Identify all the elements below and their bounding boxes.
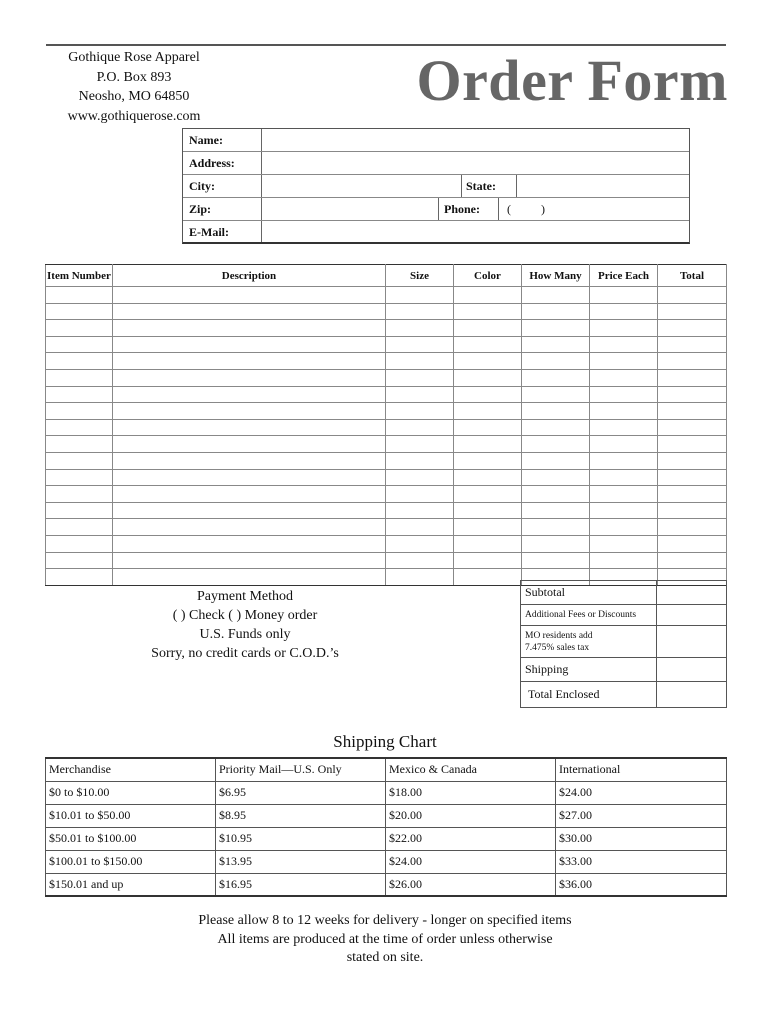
shipping-cell: $33.00 [556, 850, 727, 873]
item-cell[interactable] [46, 569, 113, 586]
item-cell[interactable] [590, 502, 658, 519]
company-name: Gothique Rose Apparel [68, 50, 200, 65]
item-cell[interactable] [590, 519, 658, 536]
header-rule [46, 44, 726, 46]
item-cell[interactable] [113, 320, 386, 337]
item-cell[interactable] [590, 419, 658, 436]
item-cell[interactable] [590, 469, 658, 486]
city-row[interactable] [183, 175, 689, 198]
company-info [40, 48, 228, 126]
item-cell[interactable] [386, 320, 454, 337]
item-cell[interactable] [522, 303, 590, 320]
item-cell[interactable] [386, 353, 454, 370]
item-cell[interactable] [113, 569, 386, 586]
phone-value: ( ) [507, 202, 545, 216]
item-cell[interactable] [46, 336, 113, 353]
shipping-chart-title: Shipping Chart [333, 732, 437, 751]
shipping-cell: $27.00 [556, 804, 727, 827]
shipping-cell: $100.01 to $150.00 [46, 850, 216, 873]
item-cell[interactable] [590, 486, 658, 503]
city-label: City: [189, 179, 215, 193]
shipping-cell: $0 to $10.00 [46, 781, 216, 804]
item-cell[interactable] [386, 502, 454, 519]
item-cell[interactable] [113, 386, 386, 403]
item-cell[interactable] [113, 403, 386, 420]
payment-note: Sorry, no credit cards or C.O.D.’s [151, 646, 339, 661]
item-cell[interactable] [454, 486, 522, 503]
shipping-cell: $10.95 [216, 827, 386, 850]
item-cell[interactable] [454, 535, 522, 552]
col-color: Color [454, 265, 522, 287]
email-label: E-Mail: [189, 225, 229, 239]
item-cell[interactable] [386, 552, 454, 569]
shipping-label: Shipping [521, 658, 657, 682]
item-cell[interactable] [454, 452, 522, 469]
table-row [46, 403, 727, 420]
table-row [46, 320, 727, 337]
company-website: www.gothiquerose.com [67, 108, 201, 124]
item-cell[interactable] [590, 303, 658, 320]
totals-table [520, 580, 727, 708]
table-row [46, 386, 727, 403]
item-cell[interactable] [522, 287, 590, 304]
item-cell[interactable] [658, 419, 727, 436]
item-cell[interactable] [590, 552, 658, 569]
total-enclosed-amount[interactable] [657, 682, 727, 708]
subtotal-amount[interactable] [657, 581, 727, 605]
item-cell[interactable] [590, 287, 658, 304]
tax-label-line1: MO residents add [525, 630, 593, 641]
customer-info-form [182, 128, 690, 244]
item-cell[interactable] [454, 369, 522, 386]
order-items-table [45, 264, 727, 586]
item-cell[interactable] [46, 486, 113, 503]
item-cell[interactable] [658, 502, 727, 519]
item-cell[interactable] [658, 353, 727, 370]
item-cell[interactable] [386, 336, 454, 353]
delivery-note [0, 912, 770, 968]
item-cell[interactable] [522, 419, 590, 436]
item-cell[interactable] [658, 403, 727, 420]
col-how-many: How Many [522, 265, 590, 287]
tax-label [521, 626, 657, 658]
item-cell[interactable] [590, 535, 658, 552]
item-cell[interactable] [46, 436, 113, 453]
shipping-cell: $24.00 [556, 781, 727, 804]
fees-amount[interactable] [657, 605, 727, 626]
item-cell[interactable] [386, 369, 454, 386]
item-cell[interactable] [522, 320, 590, 337]
zip-row[interactable] [183, 198, 689, 221]
item-cell[interactable] [46, 552, 113, 569]
item-cell[interactable] [522, 535, 590, 552]
delivery-note-line1: Please allow 8 to 12 weeks for delivery - longer on specified items [198, 913, 572, 928]
item-cell[interactable] [386, 287, 454, 304]
item-cell[interactable] [454, 336, 522, 353]
item-cell[interactable] [522, 336, 590, 353]
shipping-chart-table [45, 757, 727, 897]
shipping-amount[interactable] [657, 658, 727, 682]
item-cell[interactable] [454, 552, 522, 569]
company-address-line1: P.O. Box 893 [96, 69, 172, 85]
item-cell[interactable] [454, 469, 522, 486]
item-cell[interactable] [522, 386, 590, 403]
table-row [46, 353, 727, 370]
shipping-cell: $22.00 [386, 827, 556, 850]
item-cell[interactable] [46, 469, 113, 486]
shipping-cell: $26.00 [386, 873, 556, 896]
shipping-cell: $24.00 [386, 850, 556, 873]
shipping-cell: $6.95 [216, 781, 386, 804]
item-cell[interactable] [658, 369, 727, 386]
item-cell[interactable] [46, 403, 113, 420]
item-cell[interactable] [113, 502, 386, 519]
table-row [46, 552, 727, 569]
shipping-cell: $10.01 to $50.00 [46, 804, 216, 827]
email-row[interactable] [183, 221, 689, 244]
item-cell[interactable] [386, 569, 454, 586]
col-price-each: Price Each [590, 265, 658, 287]
address-row[interactable] [183, 152, 689, 175]
item-cell[interactable] [658, 535, 727, 552]
shipping-cell: $16.95 [216, 873, 386, 896]
item-cell[interactable] [113, 469, 386, 486]
table-row [46, 452, 727, 469]
item-cell[interactable] [522, 436, 590, 453]
col-description: Description [113, 265, 386, 287]
col-item-number: Item Number [46, 265, 113, 287]
table-row [46, 850, 727, 873]
shipping-header-cell: Mexico & Canada [386, 758, 556, 781]
item-cell[interactable] [658, 436, 727, 453]
item-cell[interactable] [454, 353, 522, 370]
table-row [46, 873, 727, 896]
shipping-header-row [46, 758, 727, 781]
item-cell[interactable] [113, 519, 386, 536]
table-row [46, 502, 727, 519]
table-row [46, 369, 727, 386]
phone-label: Phone: [444, 202, 480, 216]
shipping-cell: $150.01 and up [46, 873, 216, 896]
item-cell[interactable] [46, 287, 113, 304]
item-cell[interactable] [522, 369, 590, 386]
item-cell[interactable] [522, 353, 590, 370]
item-cell[interactable] [522, 403, 590, 420]
item-cell[interactable] [46, 386, 113, 403]
item-cell[interactable] [658, 386, 727, 403]
table-row [46, 781, 727, 804]
table-row [46, 287, 727, 304]
fees-row [521, 605, 727, 626]
item-cell[interactable] [386, 486, 454, 503]
shipping-header-cell: International [556, 758, 727, 781]
table-row [46, 804, 727, 827]
item-cell[interactable] [113, 303, 386, 320]
item-cell[interactable] [386, 303, 454, 320]
item-cell[interactable] [46, 519, 113, 536]
item-cell[interactable] [658, 320, 727, 337]
subtotal-row [521, 581, 727, 605]
item-cell[interactable] [590, 320, 658, 337]
page-title: Order Form [416, 48, 728, 113]
shipping-cell: $13.95 [216, 850, 386, 873]
item-cell[interactable] [386, 436, 454, 453]
shipping-header-cell: Merchandise [46, 758, 216, 781]
company-address-line2: Neosho, MO 64850 [78, 89, 190, 104]
payment-options[interactable]: ( ) Check ( ) Money order [172, 608, 318, 623]
item-cell[interactable] [46, 303, 113, 320]
item-cell[interactable] [522, 519, 590, 536]
item-cell[interactable] [454, 502, 522, 519]
item-cell[interactable] [454, 386, 522, 403]
item-cell[interactable] [113, 419, 386, 436]
item-cell[interactable] [590, 452, 658, 469]
shipping-cell: $20.00 [386, 804, 556, 827]
item-cell[interactable] [46, 369, 113, 386]
item-cell[interactable] [113, 535, 386, 552]
item-cell[interactable] [46, 353, 113, 370]
shipping-cell: $30.00 [556, 827, 727, 850]
item-cell[interactable] [386, 535, 454, 552]
item-cell[interactable] [658, 303, 727, 320]
delivery-note-line2: All items are produced at the time of order unless otherwise [217, 931, 553, 947]
total-enclosed-row [521, 682, 727, 708]
item-cell[interactable] [454, 419, 522, 436]
shipping-row [521, 658, 727, 682]
item-cell[interactable] [454, 436, 522, 453]
item-cell[interactable] [386, 386, 454, 403]
item-cell[interactable] [46, 419, 113, 436]
table-row [46, 519, 727, 536]
col-size: Size [386, 265, 454, 287]
item-cell[interactable] [386, 519, 454, 536]
item-cell[interactable] [590, 369, 658, 386]
table-row [46, 486, 727, 503]
item-cell[interactable] [522, 469, 590, 486]
item-cell[interactable] [46, 502, 113, 519]
address-label: Address: [189, 156, 235, 170]
table-row [46, 303, 727, 320]
table-row [46, 419, 727, 436]
item-cell[interactable] [454, 403, 522, 420]
item-cell[interactable] [113, 369, 386, 386]
item-cell[interactable] [386, 452, 454, 469]
table-row [46, 535, 727, 552]
item-cell[interactable] [113, 452, 386, 469]
shipping-cell: $36.00 [556, 873, 727, 896]
item-cell[interactable] [113, 353, 386, 370]
item-cell[interactable] [522, 502, 590, 519]
item-cell[interactable] [454, 569, 522, 586]
total-enclosed-label: Total Enclosed [521, 682, 657, 708]
items-header-row [46, 265, 727, 287]
item-cell[interactable] [113, 336, 386, 353]
item-cell[interactable] [46, 320, 113, 337]
item-cell[interactable] [454, 303, 522, 320]
shipping-cell: $18.00 [386, 781, 556, 804]
item-cell[interactable] [590, 336, 658, 353]
item-cell[interactable] [386, 469, 454, 486]
name-label: Name: [189, 133, 223, 147]
item-cell[interactable] [658, 552, 727, 569]
payment-funds: U.S. Funds only [199, 627, 291, 642]
fees-label: Additional Fees or Discounts [521, 605, 657, 626]
item-cell[interactable] [590, 386, 658, 403]
payment-title: Payment Method [196, 589, 294, 604]
state-label: State: [466, 179, 496, 193]
shipping-cell: $8.95 [216, 804, 386, 827]
item-cell[interactable] [658, 486, 727, 503]
delivery-note-line3: stated on site. [346, 950, 424, 965]
item-cell[interactable] [113, 486, 386, 503]
tax-row [521, 626, 727, 658]
table-row [46, 336, 727, 353]
item-cell[interactable] [590, 403, 658, 420]
item-cell[interactable] [113, 436, 386, 453]
shipping-header-cell: Priority Mail—U.S. Only [216, 758, 386, 781]
item-cell[interactable] [658, 287, 727, 304]
item-cell[interactable] [454, 287, 522, 304]
item-cell[interactable] [46, 452, 113, 469]
tax-amount[interactable] [657, 626, 727, 658]
table-row [46, 469, 727, 486]
item-cell[interactable] [454, 519, 522, 536]
item-cell[interactable] [46, 535, 113, 552]
item-cell[interactable] [658, 469, 727, 486]
shipping-cell: $50.01 to $100.00 [46, 827, 216, 850]
item-cell[interactable] [113, 287, 386, 304]
table-row [46, 436, 727, 453]
item-cell[interactable] [454, 320, 522, 337]
item-cell[interactable] [386, 419, 454, 436]
item-cell[interactable] [590, 436, 658, 453]
tax-label-line2: 7.475% sales tax [525, 642, 590, 653]
item-cell[interactable] [386, 403, 454, 420]
zip-label: Zip: [189, 202, 212, 216]
name-row[interactable] [183, 129, 689, 152]
item-cell[interactable] [522, 486, 590, 503]
item-cell[interactable] [590, 353, 658, 370]
item-cell[interactable] [658, 452, 727, 469]
item-cell[interactable] [522, 552, 590, 569]
col-total: Total [658, 265, 727, 287]
item-cell[interactable] [658, 519, 727, 536]
item-cell[interactable] [522, 452, 590, 469]
payment-method [100, 587, 390, 663]
subtotal-label: Subtotal [521, 581, 657, 605]
item-cell[interactable] [658, 336, 727, 353]
table-row [46, 827, 727, 850]
item-cell[interactable] [113, 552, 386, 569]
